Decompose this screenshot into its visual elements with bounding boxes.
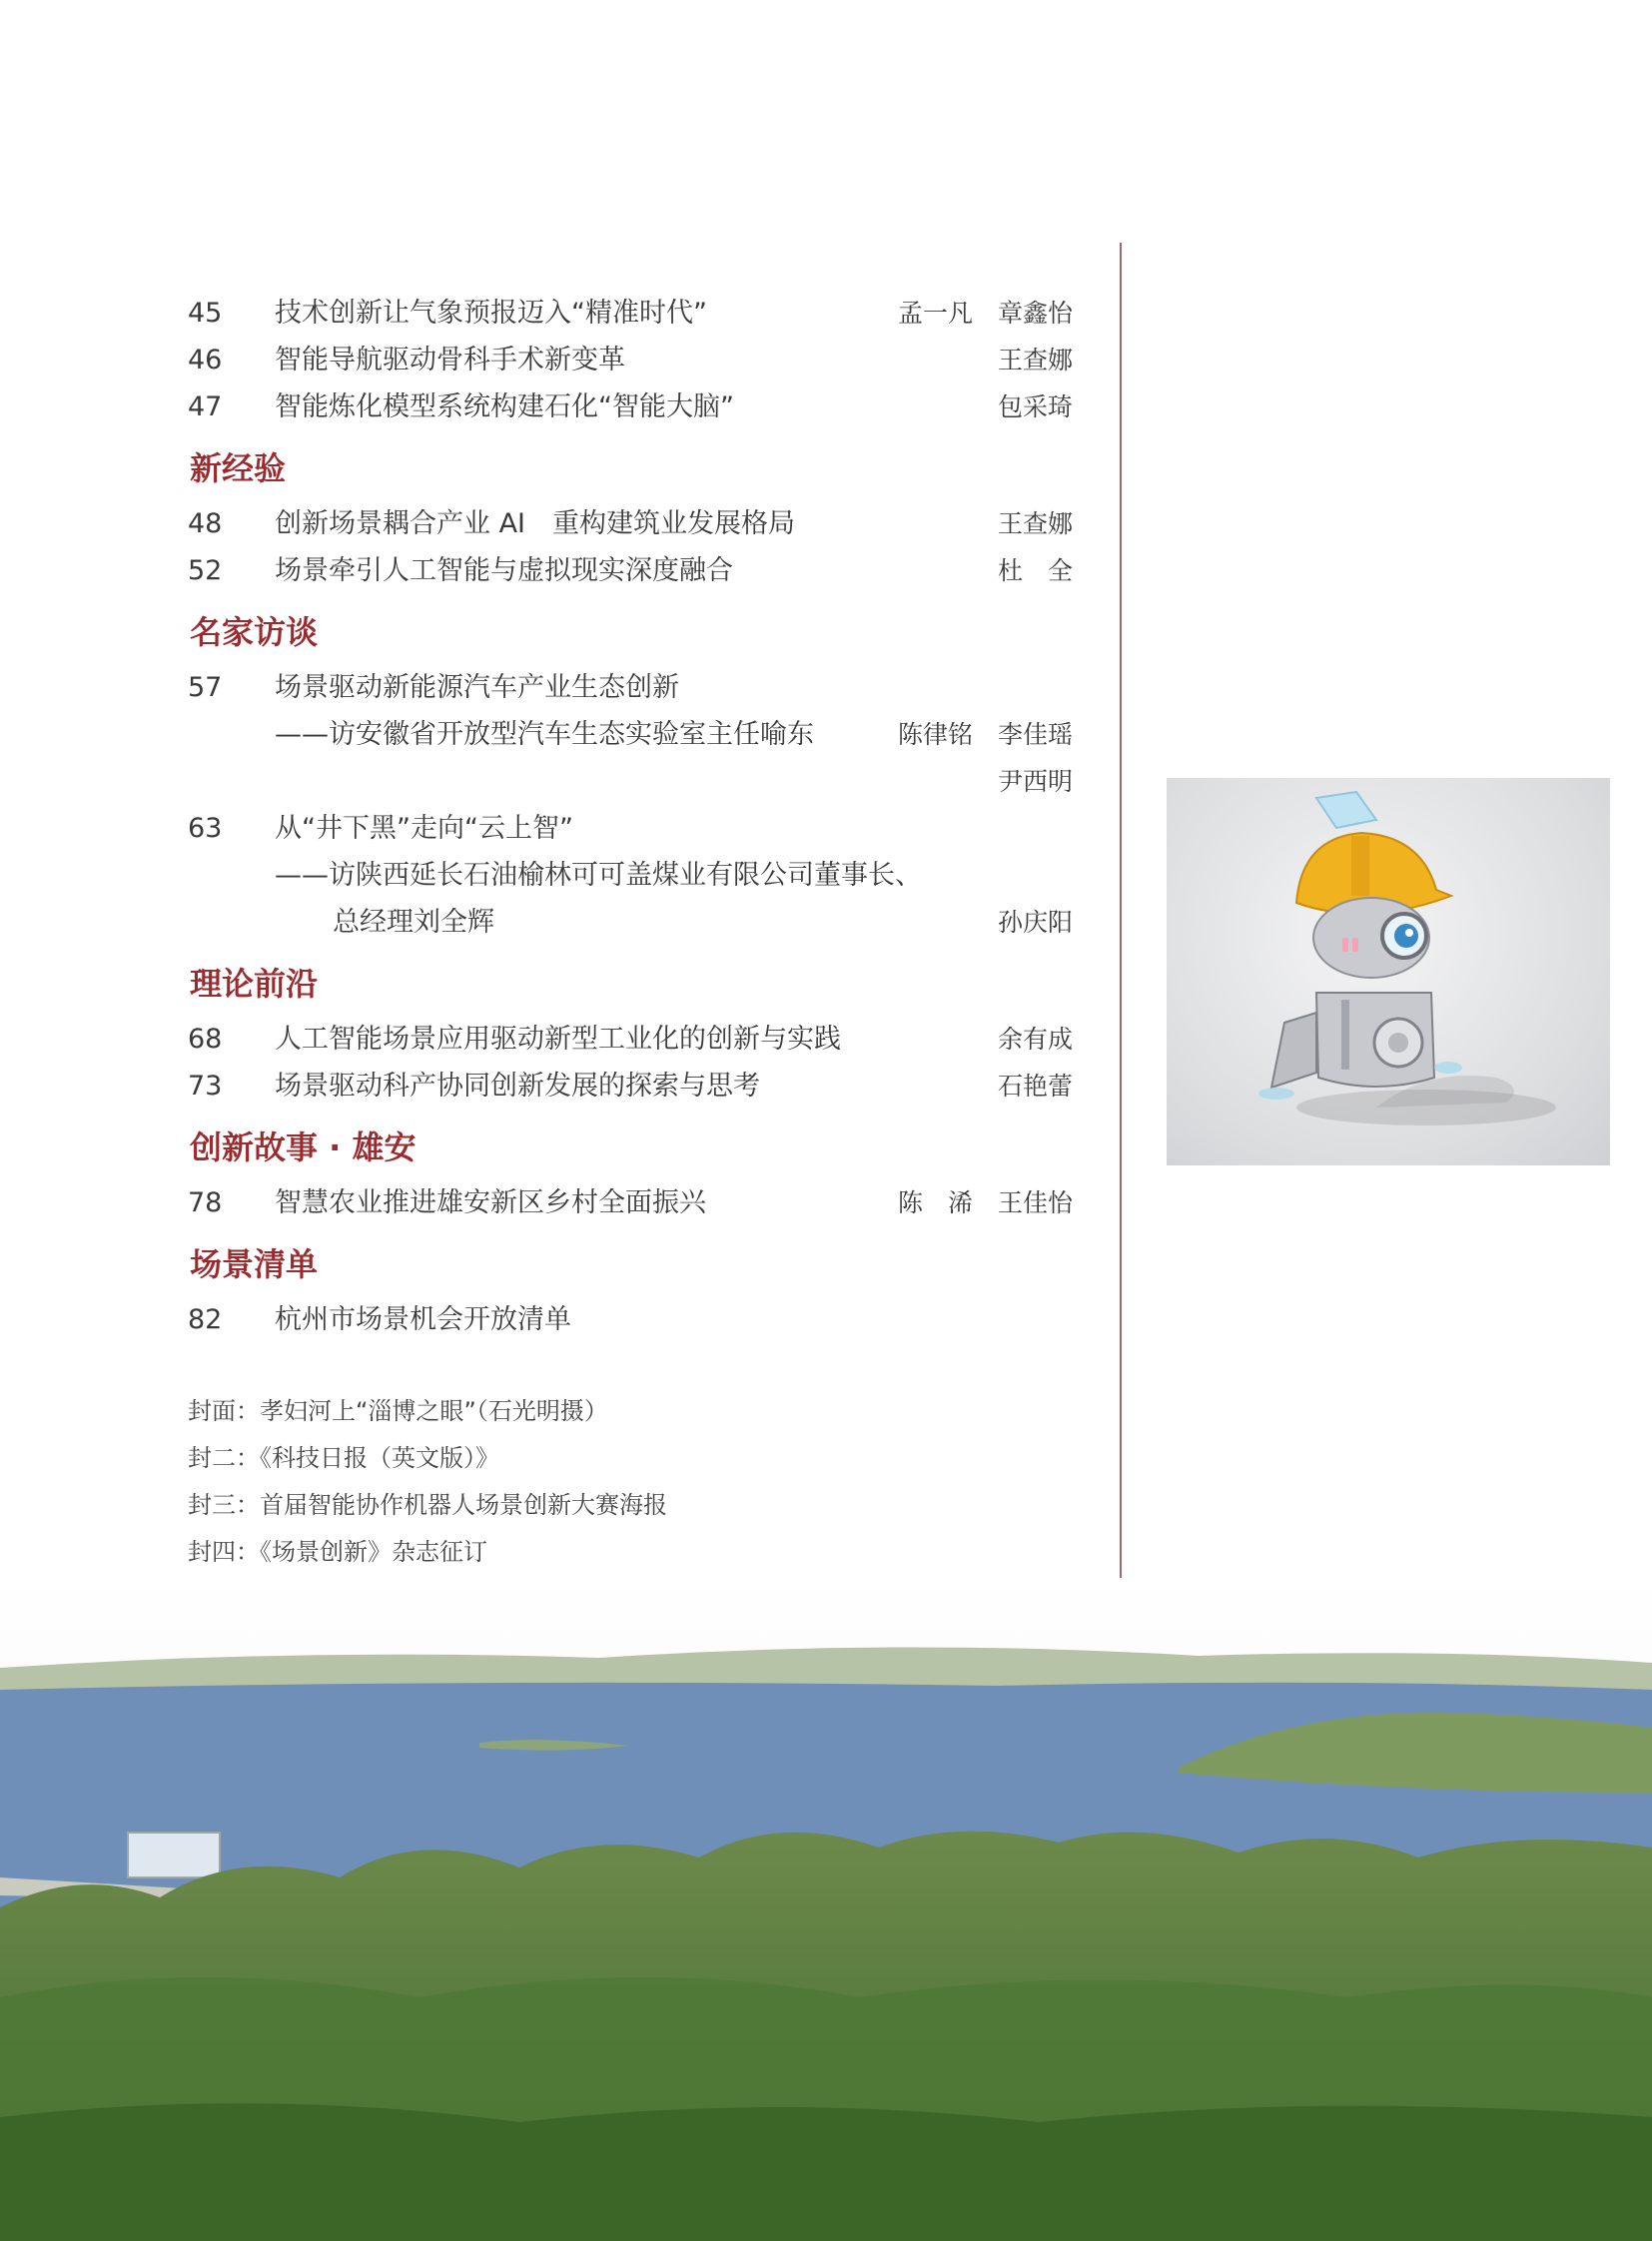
landscape-photo: [0, 1578, 1652, 2241]
article-title: 智能导航驱动骨科手术新变革: [275, 345, 625, 375]
section-heading: 理论前沿: [190, 965, 319, 1003]
article-title: 场景驱动新能源汽车产业生态创新: [275, 672, 679, 703]
article-authors: 王查娜: [997, 346, 1073, 374]
page-number: 63: [188, 813, 223, 844]
cover-note: 封二：《科技日报（英文版）》: [188, 1444, 499, 1472]
article-authors: 石艳蕾: [997, 1072, 1073, 1101]
article-authors: 孟一凡 章鑫怡: [897, 299, 1073, 328]
section-heading: 场景清单: [190, 1245, 319, 1283]
cover-note: 封面：孝妇河上“淄博之眼”（石光明摄）: [188, 1397, 608, 1425]
article-authors: 包采琦: [997, 392, 1073, 421]
article-title: 创新场景耦合产业 AI 重构建筑业发展格局: [275, 508, 796, 539]
page-number: 52: [188, 555, 223, 586]
section-heading: 新经验: [190, 449, 287, 487]
toc-entry[interactable]: [188, 337, 1087, 383]
toc-entry[interactable]: [188, 547, 1087, 594]
article-title: 场景驱动科产协同创新发展的探索与思考: [275, 1071, 760, 1102]
toc-entry-subtitle: [188, 711, 1087, 758]
section-heading: 名家访谈: [190, 613, 319, 651]
toc-entry[interactable]: [188, 664, 1087, 711]
page-number: 82: [188, 1304, 223, 1335]
page-number: 73: [188, 1071, 223, 1102]
toc-entry[interactable]: [188, 1296, 1087, 1343]
page-number: 45: [188, 298, 223, 329]
article-authors: 陈 浠 王佳怡: [897, 1188, 1073, 1217]
toc-entry[interactable]: [188, 383, 1087, 430]
toc-entry[interactable]: [188, 805, 1087, 852]
article-authors: 尹西明: [997, 767, 1073, 796]
toc-entry[interactable]: [188, 1179, 1087, 1226]
article-authors: 王查娜: [997, 509, 1073, 538]
toc-entry[interactable]: [188, 290, 1087, 337]
page-number: 78: [188, 1187, 223, 1218]
article-authors: 余有成: [997, 1025, 1073, 1054]
page-number: 47: [188, 391, 223, 422]
article-title: 人工智能场景应用驱动新型工业化的创新与实践: [275, 1024, 841, 1055]
article-authors: 陈律铭 李佳瑶: [897, 720, 1073, 749]
article-title: 智慧农业推进雄安新区乡村全面振兴: [275, 1187, 706, 1218]
toc-entry-subtitle: [188, 899, 1087, 946]
article-title: 技术创新让气象预报迈入“精准时代”: [275, 298, 707, 329]
article-authors: 孙庆阳: [997, 908, 1073, 937]
toc-entry[interactable]: [188, 1016, 1087, 1063]
article-title: 场景牵引人工智能与虚拟现实深度融合: [275, 555, 733, 586]
cover-notes: [188, 1388, 667, 1576]
toc-entry[interactable]: [188, 1063, 1087, 1110]
article-title: 从“井下黑”走向“云上智”: [275, 813, 573, 844]
section-heading: 创新故事 · 雄安: [190, 1128, 416, 1166]
page-number: 68: [188, 1024, 223, 1055]
article-subtitle: ——访安徽省开放型汽车生态实验室主任喻东: [275, 719, 814, 750]
robot-illustration: [1167, 778, 1610, 1165]
article-subtitle: ——访陕西延长石油榆林可可盖煤业有限公司董事长、: [275, 860, 922, 891]
toc-entry-subtitle: [188, 852, 1087, 899]
article-title: 杭州市场景机会开放清单: [275, 1304, 571, 1335]
toc-entry-authors: [188, 758, 1087, 805]
vertical-divider: [1120, 243, 1122, 1636]
article-authors: 杜 全: [997, 556, 1073, 585]
article-subtitle: 总经理刘全辉: [333, 907, 494, 938]
page-number: 57: [188, 672, 223, 703]
cover-note: 封三：首届智能协作机器人场景创新大赛海报: [188, 1491, 667, 1519]
page-number: 48: [188, 508, 223, 539]
table-of-contents: [188, 290, 1087, 1343]
cover-note: 封四：《场景创新》杂志征订: [188, 1538, 487, 1566]
article-title: 智能炼化模型系统构建石化“智能大脑”: [275, 391, 734, 422]
toc-entry[interactable]: [188, 500, 1087, 547]
page-number: 46: [188, 345, 223, 375]
